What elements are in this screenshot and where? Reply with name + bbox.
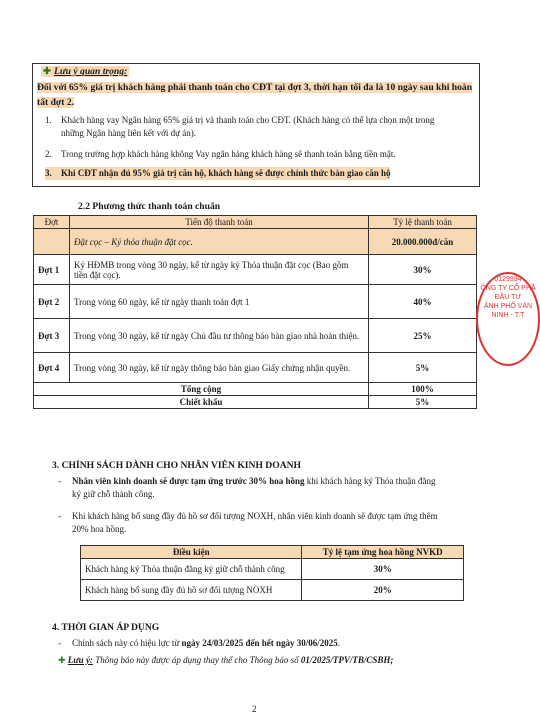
section-2-2-title: 2.2 Phương thức thanh toán chuẩn <box>78 201 221 212</box>
table-row: Đợt 2 Trong vòng 60 ngày, kể từ ngày thanh toán đợt 1 40% <box>34 285 477 319</box>
section-3-title: 3. CHÍNH SÁCH DÀNH CHO NHÂN VIÊN KINH DOANH <box>52 460 302 471</box>
table-row: Đặt cọc – Ký thỏa thuận đặt cọc. 20.000.000đ/căn <box>34 229 477 255</box>
arrow-icon: ✚ <box>43 66 52 77</box>
table-header-row <box>34 216 477 229</box>
table-header: Tỷ lệ thanh toán <box>369 216 477 229</box>
page-number: 2 <box>252 704 257 714</box>
note-item-2: 2. Trong trường hợp khách hàng không Vay ngân hàng khách hàng sẽ thanh toán bằng tiền mặt. <box>45 149 396 159</box>
table-header-row: Điều kiện Tỷ lệ tạm ứng hoa hồng NVKD <box>81 546 464 559</box>
section-3-bullet-1: - Nhân viên kinh doanh sẽ được tạm ứng trước 30% hoa hồng khi khách hàng ký Thỏa thuận đăng ký giữ chỗ thành công. <box>58 476 436 499</box>
important-note-box <box>32 63 480 187</box>
table-row: Khách hàng ký Thỏa thuận đăng ký giữ chỗ thành công 30% <box>81 559 464 580</box>
table-row: Đợt 3 Trong vòng 30 ngày, kể từ ngày Chủ đầu tư thông báo bàn giao nhà hoàn thiện. 25% <box>34 319 477 353</box>
table-row: Khách hàng bổ sung đầy đủ hồ sơ đối tượng NOXH 20% <box>81 580 464 601</box>
section-4-title: 4. THỜI GIAN ÁP DỤNG <box>52 622 160 633</box>
section-3-bullet-2: - Khi khách hàng bổ sung đầy đủ hồ sơ đối tượng NOXH, nhân viên kinh doanh sẽ được tạm ứng thêm 20% hoa hồng. <box>58 511 438 534</box>
arrow-icon: ✚ <box>58 655 66 665</box>
note-line-2: tất đợt 2. <box>37 97 75 108</box>
section-4-note: ✚ Lưu ý: Thông báo này được áp dụng thay thế cho Thông báo số 01/2025/TPV/TB/CSBH; <box>58 655 394 665</box>
discount-row: Chiết khấu 5% <box>34 396 477 409</box>
company-stamp: 0129994 ÔNG TY CỔ PHẦ ĐẦU TƯ ÀNH PHỐ VÀN NINH - T.T <box>476 272 540 366</box>
note-line-1: Đối với 65% giá trị khách hàng phải thanh toán cho CĐT tại đợt 3, thời hạn tối đa là 10 ngày sau khi hoàn <box>37 82 473 93</box>
important-note-heading: ✚ Lưu ý quan trọng: <box>43 66 128 77</box>
total-row: Tổng cộng 100% <box>34 383 477 396</box>
table-row: Đợt 4 Trong vòng 30 ngày, kể từ ngày thông báo bàn giao Giấy chứng nhận quyền. 5% <box>34 353 477 383</box>
table-header: Tiến độ thanh toán <box>69 216 368 229</box>
note-item-3: 3. Khi CĐT nhận đủ 95% giá trị căn hộ, khách hàng sẽ được chính thức bàn giao căn hộ <box>45 168 391 178</box>
table-header: Đợt <box>34 216 70 229</box>
section-4-bullet: - Chính sách này có hiệu lực từ ngày 24/03/2025 đến hết ngày 30/06/2025. <box>58 638 340 648</box>
table-row: Đợt 1 Ký HĐMB trong vòng 30 ngày, kể từ ngày ký Thỏa thuận đặt cọc (Bao gồm tiền đặt cọc). 30% <box>34 255 477 285</box>
note-item-1: 1. Khách hàng vay Ngân hàng 65% giá trị và thanh toán cho CĐT. (Khách hàng có thể lựa chọn một trong những Ngân hàng liên kết với dự án). <box>45 115 435 138</box>
commission-table <box>80 545 464 601</box>
payment-schedule-table <box>33 215 477 409</box>
